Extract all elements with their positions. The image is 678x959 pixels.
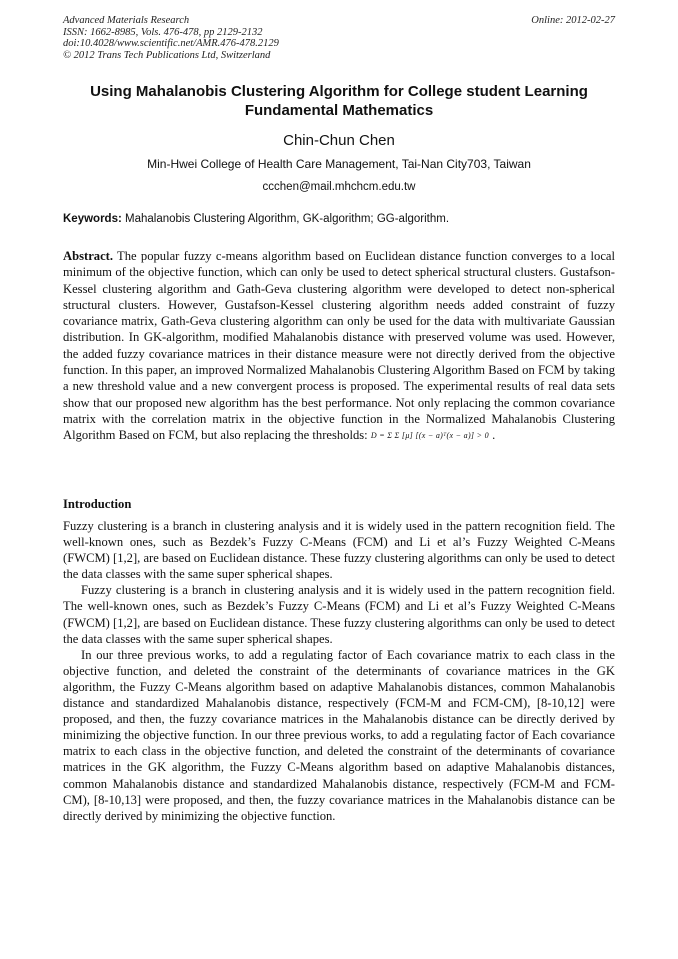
online-date: Online: 2012-02-27 xyxy=(531,15,615,26)
author-email: ccchen@mail.mhchcm.edu.tw xyxy=(262,181,416,193)
author-affiliation: Min-Hwei College of Health Care Management, Tai-Nan City703, Taiwan xyxy=(147,157,531,171)
threshold-formula: D = Σ Σ [μ] [(x − a)ᵀ(x − a)] > 0 xyxy=(370,431,489,441)
abstract-label: Abstract. xyxy=(63,249,114,263)
intro-paragraph-3: In our three previous works, to add a regulating factor of Each covariance matrix to each class in the objective function, and deleted the constraint of the determinants of covariance matrices in the GK algorithm, the Fuzzy C-Means algorithm based on adaptive Mahalanobis distances, common Mahalanobis distance and standardized Mahalanobis distance, respectively (FCM-M and FCM-CM), [8-10,12] were proposed, and then, the fuzzy covariance matrices in the Mahalanobis distance can be directly derived by minimizing the objective function. In our three previous works, to add a regulating factor of Each covariance matrix to each class in the objective function, and deleted the constraint of the determinants of covariance matrices in the GK algorithm, the Fuzzy C-Means algorithm based on adaptive Mahalanobis distances, common Mahalanobis distance and standardized Mahalanobis distance, respectively (FCM-M and FCM-CM), [8-10,13] were proposed, and then, the fuzzy covariance matrices in the Mahalanobis distance can be directly derived by minimizing the objective function. xyxy=(63,647,615,823)
intro-paragraph-2: Fuzzy clustering is a branch in clustering analysis and it is widely used in the pattern recognition field. The well-known ones, such as Bezdek’s Fuzzy C-Means (FCM) and Li et al’s Fuzzy Weighted C-Means (FWCM) [1,2], are based on Euclidean distance. These fuzzy clustering algorithms can only be used to detect the data classes with the same super spherical shapes. xyxy=(63,583,615,646)
keywords-label: Keywords: xyxy=(63,213,122,225)
issn-line: ISSN: 1662-8985, Vols. 476-478, pp 2129-2132 xyxy=(63,26,263,38)
introduction-body xyxy=(63,518,615,824)
publication-header xyxy=(63,15,615,61)
abstract-end: . xyxy=(488,428,496,443)
keywords xyxy=(63,213,615,225)
paper-title: Using Mahalanobis Clustering Algorithm for College student Learning Fundamental Mathematics xyxy=(90,83,588,119)
abstract-text: The popular fuzzy c-means algorithm based on Euclidean distance function converges to a local minimum of the objective function, which can only be used to detect spherical structural clusters. Gustafson-Kessel clustering algorithm and Gath-Geva clustering algorithm were developed to detect non-spherical structural clusters. However, Gustafson-Kessel clustering algorithm needs added constraint of fuzzy covariance matrix, Gath-Geva clustering algorithm can only be used for the data with multivariate Gaussian distribution. In GK-algorithm, modified Mahalanobis distance with preserved volume was used. However, the added fuzzy covariance matrices in their distance measure were not directly derived from the objective function. In this paper, an improved Normalized Mahalanobis Clustering Algorithm Based on FCM by taking a new threshold value and a new convergent process is proposed. The experimental results of real data sets show that our proposed new algorithm has the best performance. Not only replacing the common covariance matrix with the correlation matrix in the objective function in the Normalized Mahalanobis Clustering Algorithm Based on FCM, but also replacing the thresholds: xyxy=(63,249,615,443)
intro-paragraph-1: Fuzzy clustering is a branch in clustering analysis and it is widely used in the pattern recognition field. The well-known ones, such as Bezdek’s Fuzzy C-Means (FCM) and Li et al’s Fuzzy Weighted C-Means (FWCM) [1,2], are based on Euclidean distance. These fuzzy clustering algorithms can only be used to detect the data classes with the same super spherical shapes. xyxy=(63,519,615,582)
section-heading-introduction: Introduction xyxy=(63,497,132,511)
copyright-line: © 2012 Trans Tech Publications Ltd, Switzerland xyxy=(63,49,271,61)
journal-name: Advanced Materials Research xyxy=(63,15,190,26)
abstract xyxy=(63,248,615,445)
doi-line: doi:10.4028/www.scientific.net/AMR.476-478.2129 xyxy=(63,38,279,49)
keywords-text: Mahalanobis Clustering Algorithm, GK-algorithm; GG-algorithm. xyxy=(121,213,450,225)
author-name: Chin-Chun Chen xyxy=(283,132,395,149)
